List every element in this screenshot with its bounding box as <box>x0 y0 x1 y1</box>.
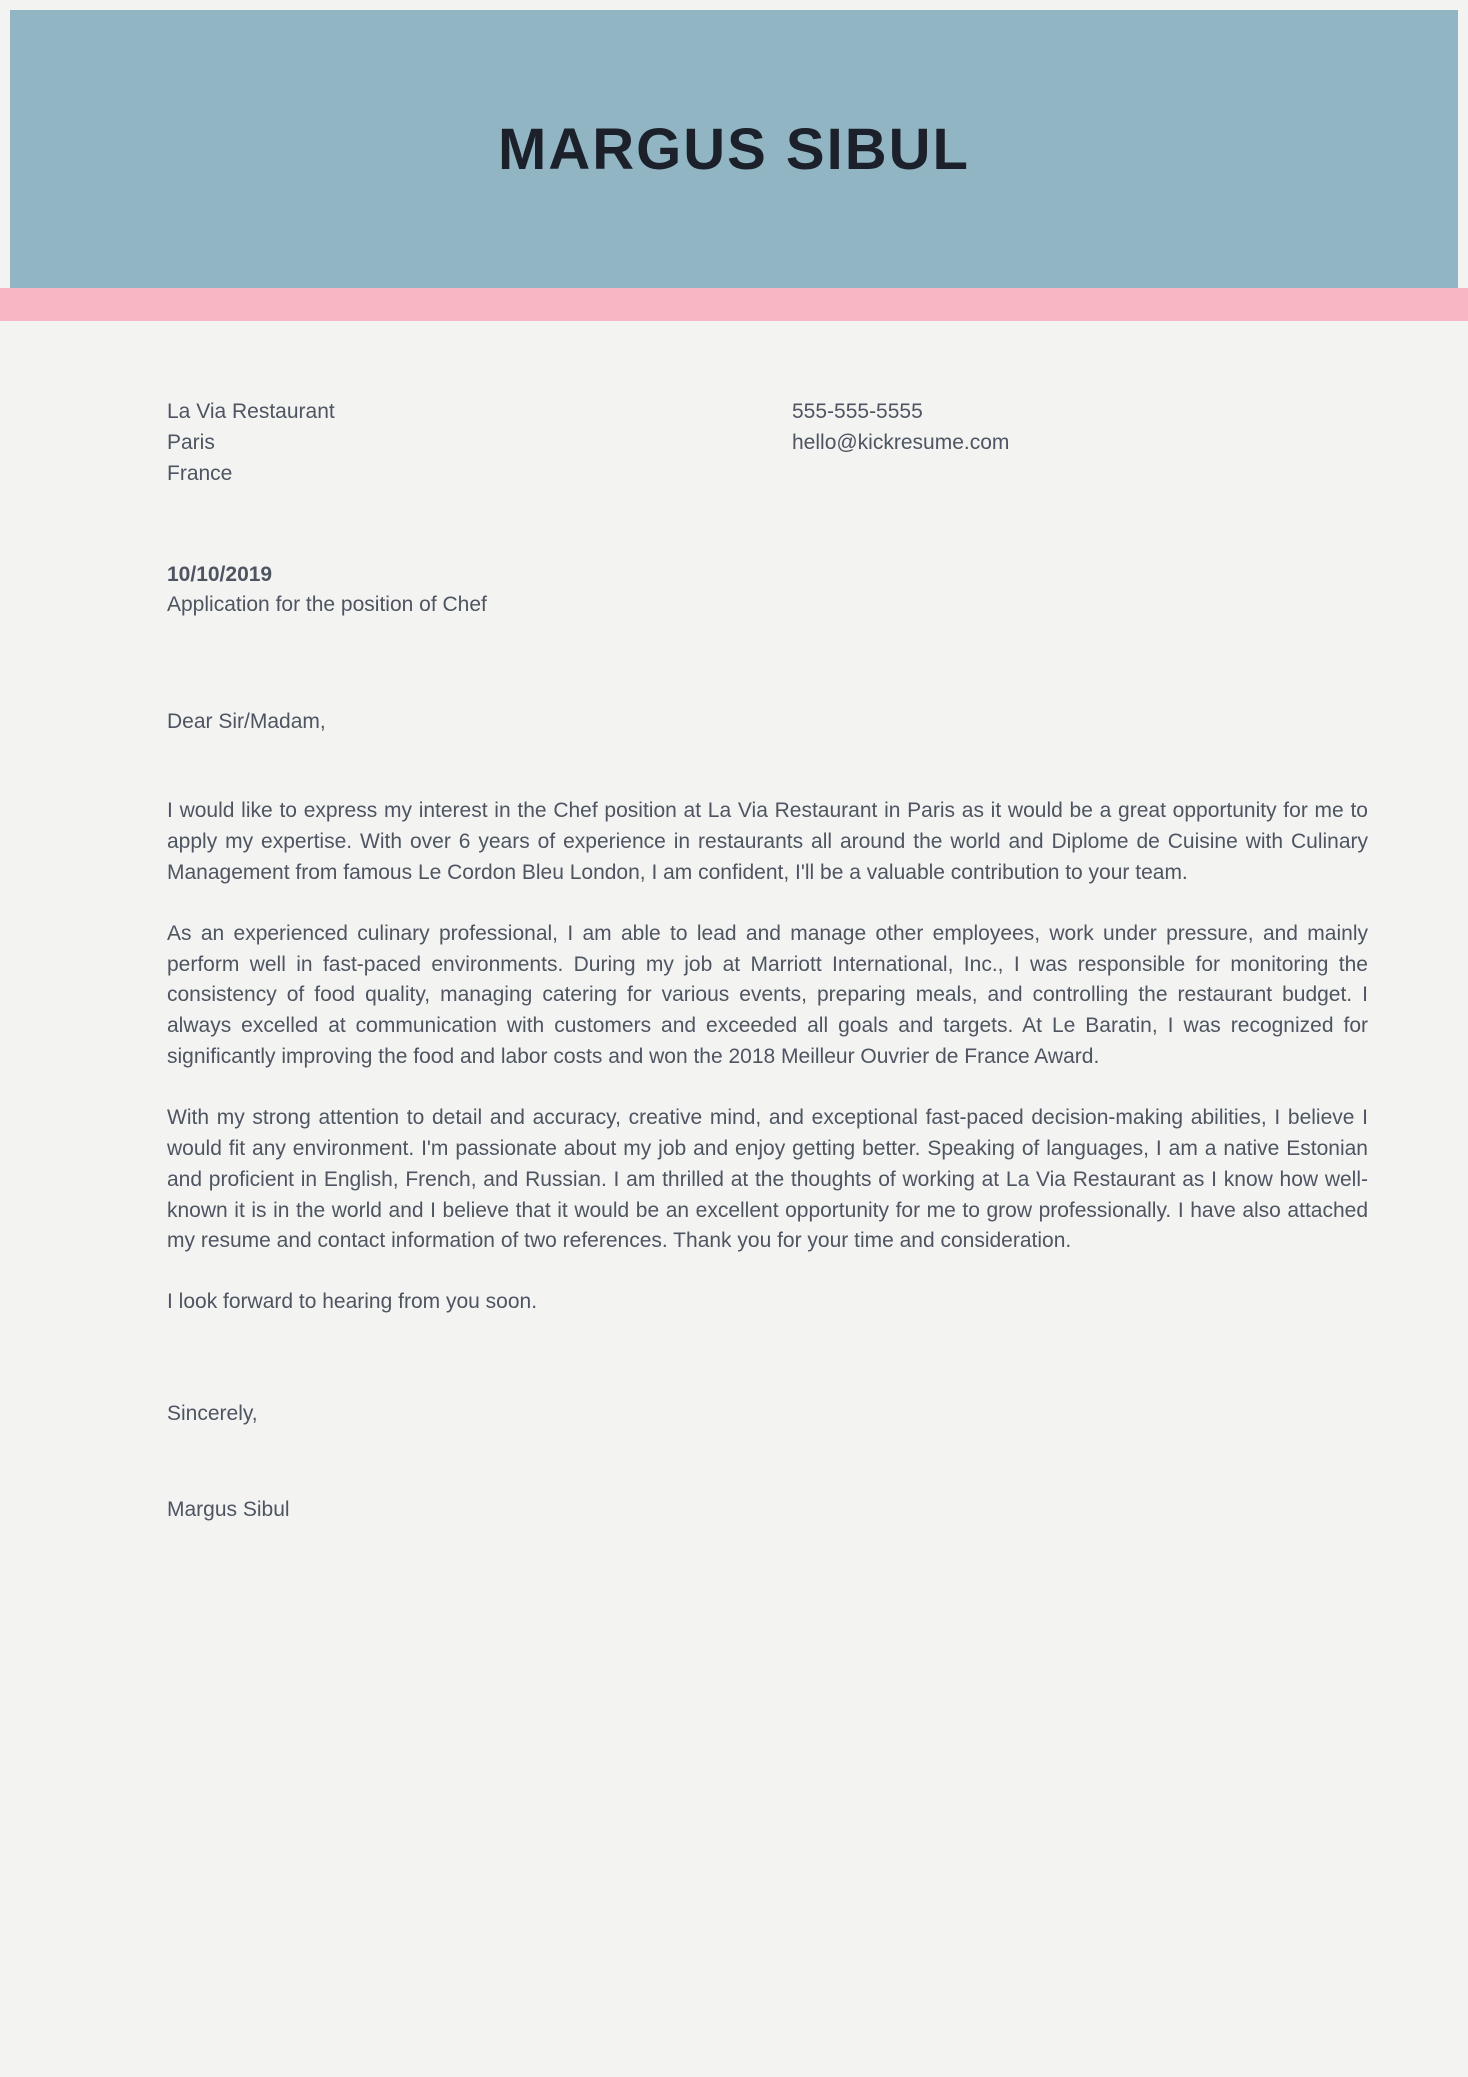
contact-phone: 555-555-5555 <box>792 400 923 423</box>
salutation: Dear Sir/Madam, <box>167 710 326 734</box>
page-title: MARGUS SIBUL <box>498 116 970 182</box>
recipient-company: La Via Restaurant <box>167 400 335 423</box>
address-row <box>167 397 1368 490</box>
paragraph-1: I would like to express my interest in the Chef position at La Via Restaurant in Paris as it would be a great opportunity for me to apply my expertise. With over 6 years of experience in restaurants all around the world and Diplome de Cuisine with Culinary Management from famous Le Cordon Bleu London, I am confident, I'll be a valuable contribution to your team. <box>167 799 1368 884</box>
letter-body <box>167 796 1368 1257</box>
paragraph-3: With my strong attention to detail and accuracy, creative mind, and exceptional fast-paced decision-making abilities, I believe I would fit any environment. I'm passionate about my job and enjoy getting better. Speaking of languages, I am a native Estonian and proficient in English, French, and Russian. I am thrilled at the thoughts of working at La Via Restaurant as I know how well-known it is in the world and I believe that it would be an excellent opportunity for me to grow professionally. I have also attached my resume and contact information of two references. Thank you for your time and consideration. <box>167 1106 1368 1253</box>
letter-content <box>167 321 1368 1526</box>
contact-email: hello@kickresume.com <box>792 430 1010 454</box>
header-banner <box>10 10 1458 288</box>
accent-stripe <box>0 288 1468 321</box>
recipient-country: France <box>167 461 233 485</box>
signature-name: Margus Sibul <box>167 1498 290 1522</box>
meta-block <box>167 560 1368 622</box>
recipient-city: Paris <box>167 430 215 454</box>
signoff: Sincerely, <box>167 1402 258 1426</box>
closing-line: I look forward to hearing from you soon. <box>167 1290 538 1314</box>
paragraph-2: As an experienced culinary professional, I am able to lead and manage other employees, work under pressure, and mainly perform well in fast-paced environments. During my job at Marriott International, Inc., I was responsible for monitoring the consistency of food quality, managing catering for various events, preparing meals, and controlling the restaurant budget. I always excelled at communication with customers and exceeded all goals and targets. At Le Baratin, I was recognized for significantly improving the food and labor costs and won the 2018 Meilleur Ouvrier de France Award. <box>167 921 1368 1069</box>
letter-date: 10/10/2019 <box>167 562 273 586</box>
recipient-block <box>167 397 1368 490</box>
letter-subject: Application for the position of Chef <box>167 593 487 617</box>
contact-block <box>792 397 1009 459</box>
